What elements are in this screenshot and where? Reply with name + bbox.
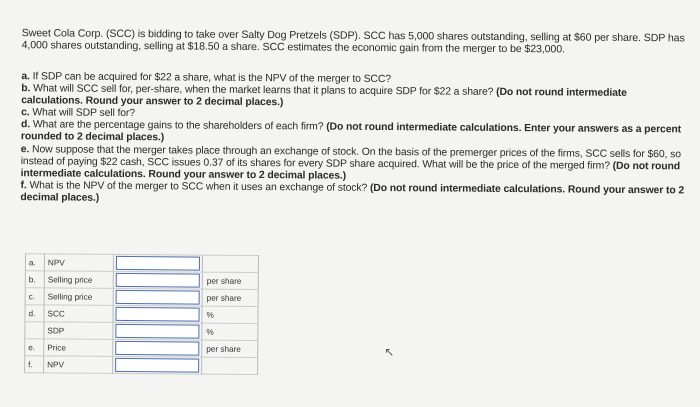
answer-table (24, 253, 259, 375)
answer-input[interactable] (115, 307, 199, 322)
question-f-instruction: (Do not round intermediate calculations. Round your answer to 2 decimal places.) (20, 182, 685, 204)
answer-cell (113, 288, 202, 306)
row-unit (202, 357, 258, 374)
row-label: Price (44, 339, 113, 357)
question-list (20, 71, 687, 209)
problem-intro: Sweet Cola Corp. (SCC) is bidding to take over Salty Dog Pretzels (SDP). SCC has 5,000 shares outstanding, selling at $60 per share. SDP has 4,000 shares outstanding, selling at $18.50 a share. SCC estimates the economic gain from the merger to be $23,000. (21, 27, 685, 56)
row-label: NPV (44, 254, 113, 272)
answer-cell (113, 356, 202, 374)
question-e-letter: e. (20, 143, 30, 155)
answer-input[interactable] (116, 256, 200, 271)
row-label: SDP (44, 322, 113, 340)
answer-row (25, 356, 258, 375)
answer-row (25, 305, 258, 324)
question-b-letter: b. (21, 83, 31, 95)
row-label: Selling price (44, 288, 113, 306)
answer-cell (113, 322, 202, 340)
answer-cell (113, 305, 202, 323)
row-unit: % (202, 323, 258, 340)
answer-input[interactable] (115, 324, 199, 339)
row-letter: b. (25, 271, 44, 288)
question-e-text: Now suppose that the merger takes place through an exchange of stock. On the basis of the premerger prices of the firms, SCC sells for $60, so instead of paying $22 cash, SCC issues 0.37 of its shares for every SDP share acquired. What will be the price of the merged firm? (20, 143, 681, 172)
row-label: Selling price (44, 271, 113, 289)
row-letter: e. (25, 339, 44, 356)
question-f-letter: f. (20, 180, 27, 192)
row-label: NPV (44, 356, 113, 374)
question-b-text: What will SCC sell for, per-share, when the market learns that it plans to acquire SDP for $22 a share? (30, 83, 494, 98)
row-letter: d. (25, 305, 44, 322)
question-a-text: If SDP can be acquired for $22 a share, what is the NPV of the merger to SCC? (29, 71, 391, 86)
answer-row (25, 288, 258, 307)
row-unit: per share (202, 289, 258, 306)
question-c-letter: c. (21, 107, 30, 119)
mouse-cursor-icon: ↖ (384, 345, 395, 360)
question-d-letter: d. (20, 119, 31, 131)
question-b-instruction: (Do not round intermediate calculations. Round your answer to 2 decimal places.) (21, 86, 627, 109)
answer-input[interactable] (115, 358, 199, 373)
row-unit: per share (202, 340, 258, 357)
question-d-text: What are the percentage gains to the shareholders of each firm? (30, 119, 324, 133)
question-a-letter: a. (21, 71, 30, 83)
row-unit (202, 255, 258, 272)
question-f-text: What is the NPV of the merger to SCC when it uses an exchange of stock? (26, 180, 368, 194)
answer-input[interactable] (115, 341, 199, 356)
answer-cell (113, 271, 202, 289)
row-unit: per share (202, 272, 258, 289)
row-letter: a. (25, 254, 44, 271)
answer-row (25, 322, 258, 341)
row-label: SCC (44, 305, 113, 323)
answer-input[interactable] (116, 290, 200, 305)
question-e-instruction: (Do not round intermediate calculations. Round your answer to 2 decimal places.) (20, 160, 681, 182)
row-letter: f. (25, 356, 44, 373)
question-f (20, 180, 686, 209)
answer-row (25, 339, 258, 358)
question-e (21, 144, 687, 186)
row-unit: % (202, 306, 258, 323)
row-letter: c. (25, 288, 44, 305)
question-d-instruction: (Do not round intermediate calculations. Enter your answers as a percent rounded to 2 decimal places.) (20, 121, 682, 144)
answer-cell (113, 254, 202, 272)
answer-cell (113, 339, 202, 357)
answer-row (25, 271, 258, 290)
question-c-text: What will SDP sell for? (29, 107, 136, 120)
answer-input[interactable] (116, 273, 200, 288)
row-letter (25, 322, 44, 339)
answer-row (25, 254, 258, 273)
